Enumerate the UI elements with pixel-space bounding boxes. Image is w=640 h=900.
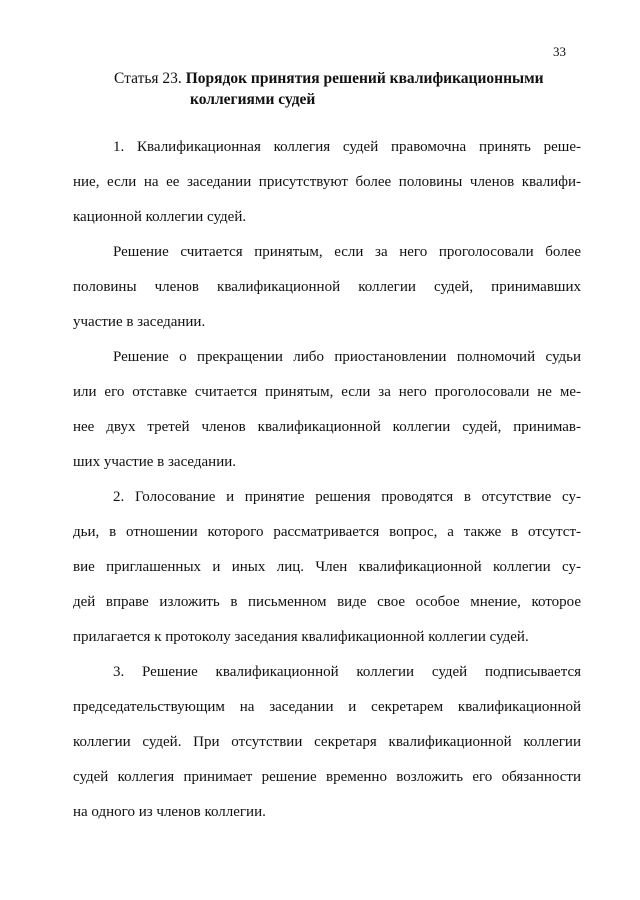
text-line: дьи, в отношении которого рассматривается вопрос, а также в отсутст- — [73, 524, 581, 540]
paragraph-3 — [73, 340, 581, 480]
article-body — [73, 130, 581, 830]
text-line: или его отставке считается принятым, если за него проголосовали не ме- — [73, 384, 581, 400]
text-line: Решение о прекращении либо приостановлении полномочий судьи — [113, 349, 581, 365]
text-line: 1. Квалификационная коллегия судей правомочна принять реше- — [113, 139, 581, 155]
text-line: прилагается к протоколу заседания квалификационной коллегии судей. — [73, 629, 529, 645]
text-line: вие приглашенных и иных лиц. Член квалификационной коллегии су- — [73, 559, 581, 575]
text-line: кационной коллегии судей. — [73, 209, 247, 225]
text-line: ние, если на ее заседании присутствуют более половины членов квалифи- — [73, 174, 581, 190]
text-line: Решение считается принятым, если за него проголосовали более — [113, 244, 581, 260]
text-line: 3. Решение квалификационной коллегии судей подписывается — [113, 664, 581, 680]
text-line: половины членов квалификационной коллегии судей, принимавших — [73, 279, 581, 295]
paragraph-1 — [73, 130, 581, 235]
paragraph-2 — [73, 235, 581, 340]
page-number: 33 — [553, 44, 566, 59]
paragraph-4 — [73, 480, 581, 655]
text-line: 2. Голосование и принятие решения проводятся в отсутствие су- — [113, 489, 581, 505]
text-line: ших участие в заседании. — [73, 454, 237, 470]
text-line: на одного из членов коллегии. — [73, 804, 266, 820]
text-line: нее двух третей членов квалификационной коллегии судей, принимав- — [73, 419, 581, 435]
text-line: председательствующим на заседании и секретарем квалификационной — [73, 699, 581, 715]
article-number: Статья 23. — [114, 70, 182, 87]
article-title-line-2: коллегиями судей — [190, 91, 316, 108]
paragraph-5 — [73, 655, 581, 830]
article-title-line-1: Порядок принятия решений квалификационными — [185, 70, 544, 87]
text-line: участие в заседании. — [73, 314, 206, 330]
text-line: дей вправе изложить в письменном виде свое особое мнение, которое — [73, 594, 581, 610]
text-line: коллегии судей. При отсутствии секретаря квалификационной коллегии — [73, 734, 581, 750]
text-line: судей коллегия принимает решение временно возложить его обязанности — [73, 769, 581, 785]
article-heading — [114, 68, 614, 110]
